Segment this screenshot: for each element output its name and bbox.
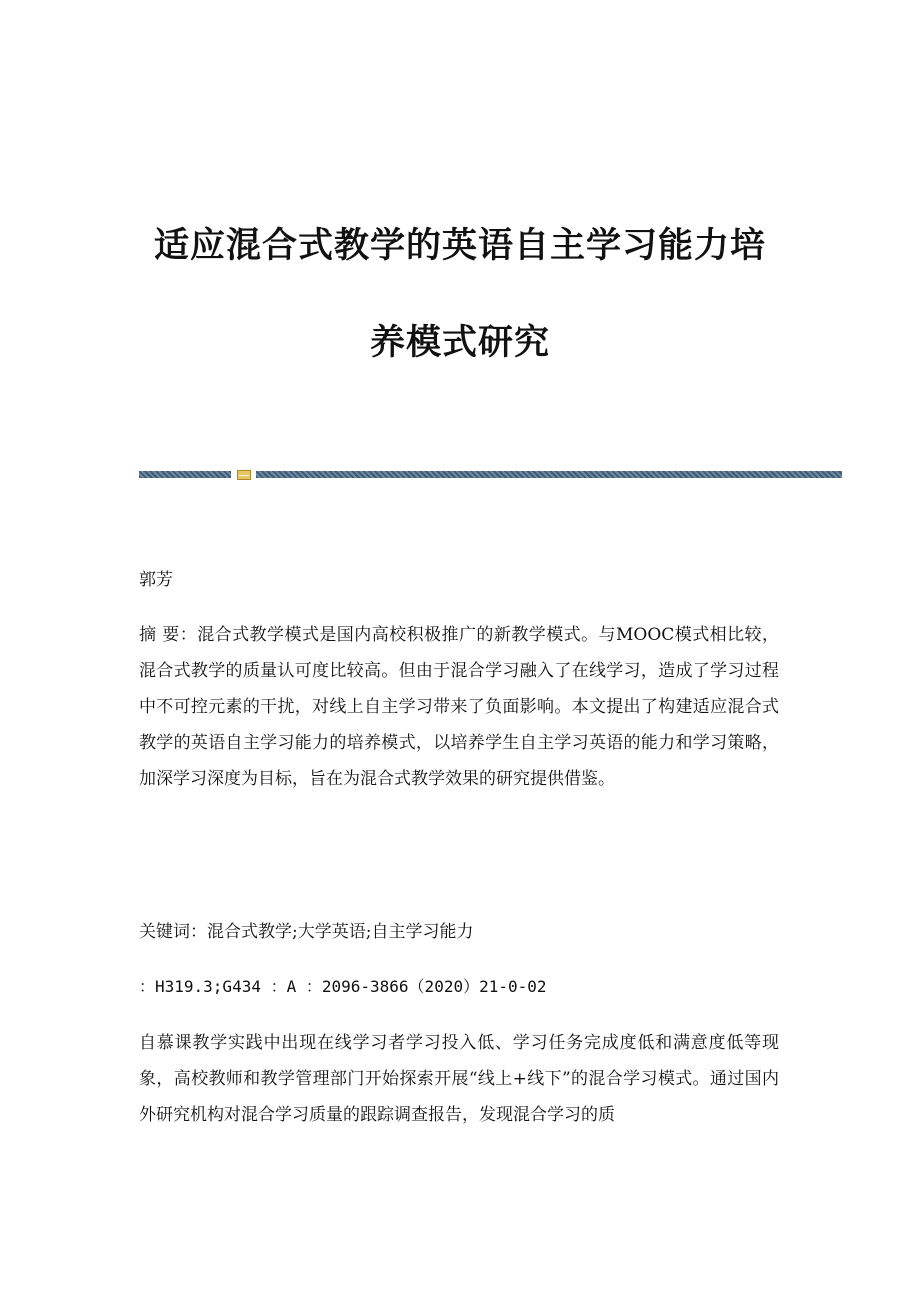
- abstract-paragraph: 摘 要：混合式教学模式是国内高校积极推广的新教学模式。与MOOC模式相比较，混合式教学的质量认可度比较高。但由于混合学习融入了在线学习，造成了学习过程中不可控元素的干扰，对线上自主学习带来了负面影响。本文提出了构建适应混合式教学的英语自主学习能力的培养模式，以培养学生自主学习英语的能力和学习策略，加深学习深度为目标，旨在为混合式教学效果的研究提供借鉴。: [139, 625, 779, 789]
- classification-line: ：H319.3;G434 ：A ：2096-3866（2020）21-0-02: [139, 977, 547, 996]
- envelope-icon: [237, 470, 251, 480]
- body-paragraph: 自慕课教学实践中出现在线学习者学习投入低、学习任务完成度低和满意度低等现象，高校教师和教学管理部门开始探索开展“线上+线下”的混合学习模式。通过国内外研究机构对混合学习质量的跟踪调查报告，发现混合学习的质: [139, 1033, 779, 1125]
- divider-right-bar: [256, 471, 842, 478]
- divider-left-bar: [139, 471, 231, 478]
- decorative-divider: [139, 470, 842, 480]
- paper-title-line-1: 适应混合式教学的英语自主学习能力培: [153, 226, 766, 266]
- author-name: 郭芳: [139, 570, 173, 590]
- keywords-line: 关键词：混合式教学;大学英语;自主学习能力: [139, 922, 474, 942]
- paper-title-line-2: 养模式研究: [369, 323, 550, 363]
